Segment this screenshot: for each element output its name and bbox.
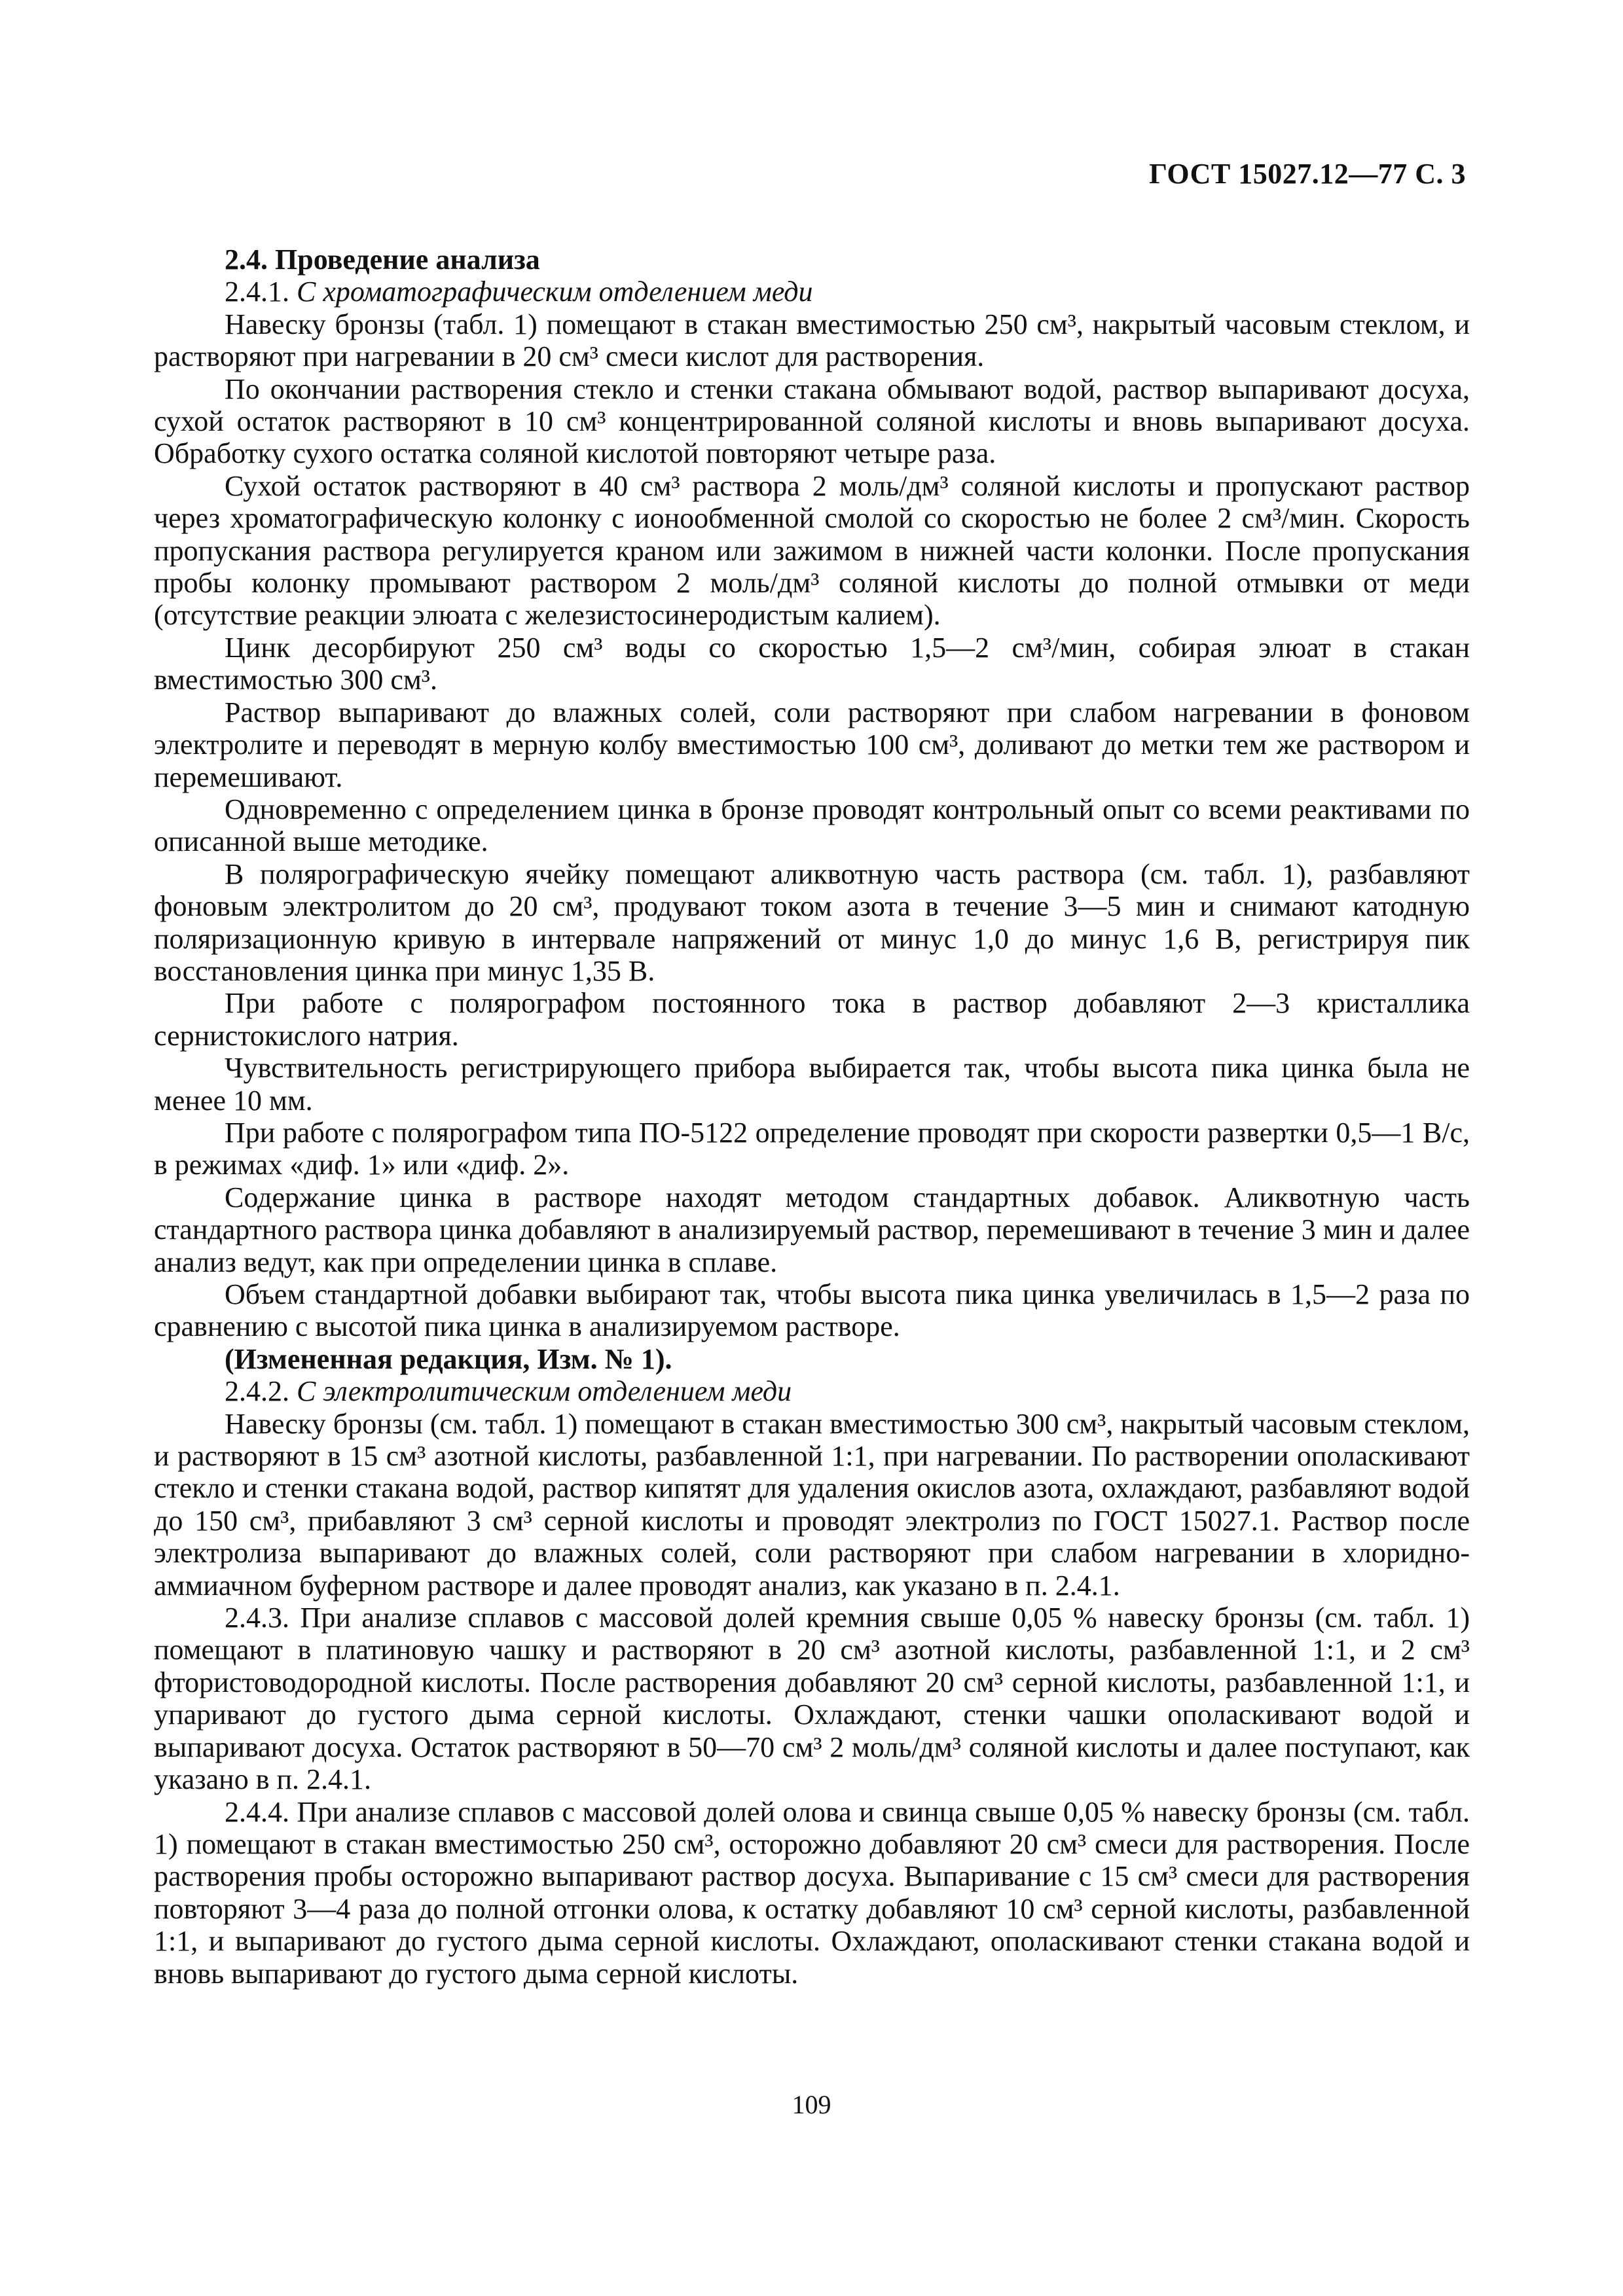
body-text	[154, 243, 1470, 1990]
paragraph: Одновременно с определением цинка в бронзе проводят контрольный опыт со всеми реактивами по описанной выше методике.	[154, 793, 1470, 858]
subsection-heading	[154, 276, 1470, 308]
amendment-note: (Измененная редакция, Изм. № 1).	[225, 1342, 672, 1375]
page-header: ГОСТ 15027.12—77 С. 3	[1148, 158, 1466, 190]
paragraph: Цинк десорбируют 250 см³ воды со скоростью 1,5—2 см³/мин, собирая элюат в стакан вместимостью 300 см³.	[154, 631, 1470, 696]
paragraph: При работе с полярографом типа ПО-5122 определение проводят при скорости развертки 0,5—1 В/с, в режимах «диф. 1» или «диф. 2».	[154, 1116, 1470, 1181]
paragraph: Чувствительность регистрирующего прибора выбирается так, чтобы высота пика цинка была не менее 10 мм.	[154, 1052, 1470, 1117]
paragraph: Раствор выпаривают до влажных солей, соли растворяют при слабом нагревании в фоновом электролите и переводят в мерную колбу вместимостью 100 см³, доливают до метки тем же раствором и перемешивают.	[154, 696, 1470, 793]
subsection-number: 2.4.2.	[225, 1375, 297, 1408]
paragraph: Объем стандартной добавки выбирают так, чтобы высота пика цинка увеличилась в 1,5—2 раза по сравнению с высотой пика цинка в анализируемом растворе.	[154, 1278, 1470, 1343]
paragraph: Навеску бронзы (табл. 1) помещают в стакан вместимостью 250 см³, накрытый часовым стеклом, и растворяют при нагревании в 20 см³ смеси кислот для растворения.	[154, 308, 1470, 373]
paragraph: По окончании растворения стекло и стенки стакана обмывают водой, раствор выпаривают досуха, сухой остаток растворяют в 10 см³ концентрированной соляной кислоты и вновь выпаривают досуха. Обработку сухого остатка соляной кислотой повторяют четыре раза.	[154, 372, 1470, 470]
paragraph: 2.4.4. При анализе сплавов с массовой долей олова и свинца свыше 0,05 % навеску бронзы (см. табл. 1) помещают в стакан вместимостью 250 см³, осторожно добавляют 20 см³ смеси для растворения. После растворения пробы осторожно выпаривают раствор досуха. Выпаривание с 15 см³ смеси для растворения повторяют 3—4 раза до полной отгонки олова, к остатку добавляют 10 см³ серной кислоты, разбавленной 1:1, и выпаривают до густого дыма серной кислоты. Охлаждают, ополаскивают стенки стакана водой и вновь выпаривают до густого дыма серной кислоты.	[154, 1795, 1470, 1990]
paragraph: Навеску бронзы (см. табл. 1) помещают в стакан вместимостью 300 см³, накрытый часовым стеклом, и растворяют в 15 см³ азотной кислоты, разбавленной 1:1, при нагревании. По растворении ополаскивают стекло и стенки стакана водой, раствор кипятят для удаления окислов азота, охлаждают, разбавляют водой до 150 см³, прибавляют 3 см³ серной кислоты и проводят электролиз по ГОСТ 15027.1. Раствор после электролиза выпаривают до влажных солей, соли растворяют при слабом нагревании в хлоридно-аммиачном буферном растворе и далее проводят анализ, как указано в п. 2.4.1.	[154, 1407, 1470, 1602]
paragraph: При работе с полярографом постоянного тока в раствор добавляют 2—3 кристаллика сернистокислого натрия.	[154, 987, 1470, 1052]
paragraph: Содержание цинка в растворе находят методом стандартных добавок. Аликвотную часть стандартного раствора цинка добавляют в анализируемый раствор, перемешивают в течение 3 мин и далее анализ ведут, как при определении цинка в сплаве.	[154, 1181, 1470, 1278]
paragraph: Сухой остаток растворяют в 40 см³ раствора 2 моль/дм³ соляной кислоты и пропускают раствор через хроматографическую колонку с ионообменной смолой со скоростью не более 2 см³/мин. Скорость пропускания раствора регулируется краном или зажимом в нижней части колонки. После пропускания пробы колонку промывают раствором 2 моль/дм³ соляной кислоты до полной отмывки от меди (отсутствие реакции элюата с железистосинеродистым калием).	[154, 469, 1470, 632]
section-heading: 2.4. Проведение анализа	[225, 243, 540, 276]
paragraph: В полярографическую ячейку помещают аликвотную часть раствора (см. табл. 1), разбавляют фоновым электролитом до 20 см³, продувают током азота в течение 3—5 мин и снимают катодную поляризационную кривую в интервале напряжений от минус 1,0 до минус 1,6 В, регистрируя пик восстановления цинка при минус 1,35 В.	[154, 857, 1470, 987]
paragraph: 2.4.3. При анализе сплавов с массовой долей кремния свыше 0,05 % навеску бронзы (см. табл. 1) помещают в платиновую чашку и растворяют в 20 см³ азотной кислоты, разбавленной 1:1, и 2 см³ фтористоводородной кислоты. После растворения добавляют 20 см³ серной кислоты, разбавленной 1:1, и упаривают до густого дыма серной кислоты. Охлаждают, стенки чашки ополаскивают водой и выпаривают досуха. Остаток растворяют в 50—70 см³ 2 моль/дм³ соляной кислоты и далее поступают, как указано в п. 2.4.1.	[154, 1602, 1470, 1796]
subsection-title: С электролитическим отделением меди	[297, 1375, 792, 1408]
subsection-title: С хроматографическим отделением меди	[297, 276, 813, 308]
subsection-heading	[154, 1375, 1470, 1407]
subsection-number: 2.4.1.	[225, 276, 297, 308]
page-number: 109	[792, 2090, 831, 2119]
